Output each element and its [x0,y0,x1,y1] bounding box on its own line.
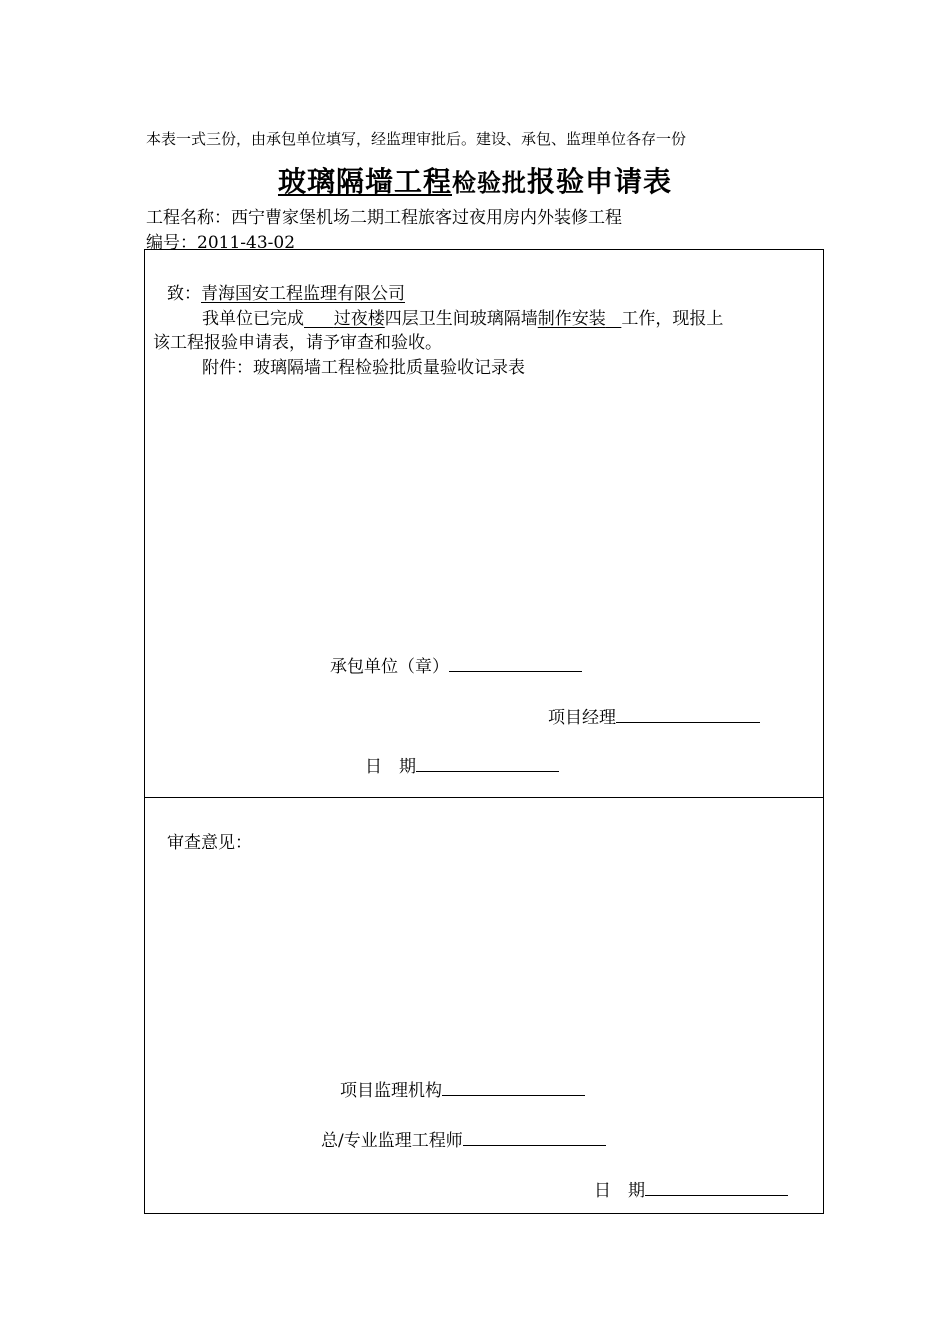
project-name: 西宁曹家堡机场二期工程旅客过夜用房内外装修工程 [231,208,622,228]
manager-signature-line [548,703,760,728]
agency-label: 项目监理机构 [340,1081,442,1101]
supervisor-company: 青海国安工程监理有限公司 [201,284,405,304]
completion-line [202,304,723,329]
application-date-label: 日 期 [365,757,416,777]
completion-prefix: 我单位已完成 [202,309,304,329]
review-date-blank[interactable] [645,1179,788,1196]
review-date-label: 日 期 [594,1181,645,1201]
to-label: 致： [167,284,201,304]
completion-middle: 四层卫生间玻璃隔墙 [384,309,538,329]
location-field: 过夜楼 [333,309,385,329]
review-date-line [594,1176,788,1201]
contractor-blank[interactable] [449,655,582,672]
application-date-line [365,752,559,777]
request-line: 该工程报验申请表，请予审查和验收。 [153,333,442,353]
work-item-field: 制作安装 [537,309,606,329]
project-name-label: 工程名称： [146,208,231,228]
project-name-line [146,203,622,228]
engineer-signature-line [321,1126,606,1151]
title-part-1: 玻璃隔墙工程 [277,165,452,198]
agency-signature-line [340,1076,585,1101]
contractor-label: 承包单位（章） [330,657,449,677]
form-title [0,160,950,200]
contractor-signature-line [330,652,582,677]
section-divider [144,797,824,798]
title-part-3: 报验申请表 [527,165,673,198]
title-part-2: 检验批 [452,168,527,197]
addressee-line [167,279,405,304]
completion-suffix: 工作，现报上 [621,309,724,329]
number-label: 编号： [146,233,197,253]
form-number: 2011-43-02 [197,233,296,253]
distribution-note: 本表一式三份，由承包单位填写，经监理审批后。建设、承包、监理单位各存一份 [146,130,687,148]
manager-label: 项目经理 [548,708,616,728]
attachment-line: 附件：玻璃隔墙工程检验批质量验收记录表 [202,358,525,378]
review-opinion-label: 审查意见： [167,833,252,853]
manager-blank[interactable] [616,706,760,723]
agency-blank[interactable] [442,1079,585,1096]
application-date-blank[interactable] [416,755,559,772]
engineer-label: 总/专业监理工程师 [321,1131,463,1151]
engineer-blank[interactable] [463,1129,606,1146]
form-frame [144,249,824,1214]
